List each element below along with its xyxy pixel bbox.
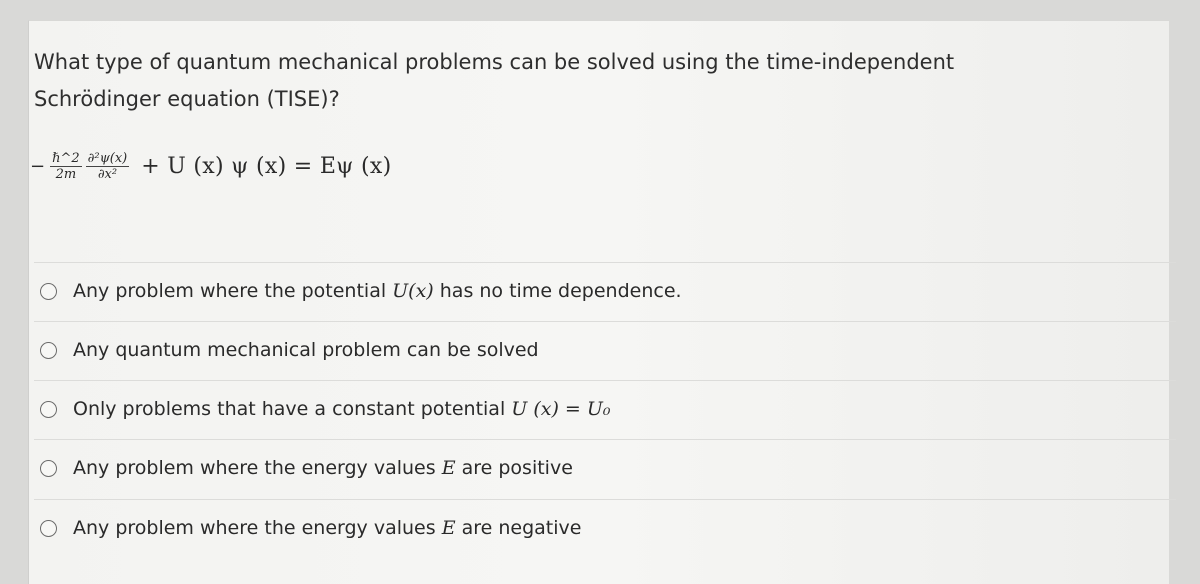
option-1[interactable] bbox=[40, 271, 682, 311]
option-3-text-a: Only problems that have a constant potential bbox=[73, 398, 512, 420]
equation-fraction-1 bbox=[50, 151, 82, 182]
divider bbox=[34, 499, 1176, 500]
question-line-2: Schrödinger equation (TISE)? bbox=[34, 87, 340, 111]
divider bbox=[34, 439, 1176, 440]
fraction-1-denominator: 2m bbox=[55, 166, 77, 182]
option-2-label bbox=[73, 339, 539, 361]
option-5-label bbox=[73, 517, 581, 539]
question-text bbox=[34, 44, 1074, 118]
option-3-math: U (x) = U₀ bbox=[511, 398, 611, 420]
option-3[interactable] bbox=[40, 389, 611, 429]
tise-equation bbox=[30, 136, 392, 196]
option-1-text-b: has no time dependence. bbox=[433, 280, 682, 302]
radio-button-4[interactable] bbox=[40, 460, 57, 477]
option-1-label bbox=[73, 280, 682, 302]
divider bbox=[34, 380, 1176, 381]
option-2[interactable] bbox=[40, 330, 539, 370]
equation-fraction-2 bbox=[86, 151, 130, 182]
option-1-math: U(x) bbox=[392, 280, 434, 302]
radio-button-1[interactable] bbox=[40, 283, 57, 300]
fraction-2-numerator: ∂²ψ(x) bbox=[87, 150, 128, 166]
divider bbox=[34, 321, 1176, 322]
option-5[interactable] bbox=[40, 508, 581, 548]
radio-button-2[interactable] bbox=[40, 342, 57, 359]
fraction-1-numerator: ℏ^2 bbox=[52, 150, 80, 166]
equation-rest: + U (x) ψ (x) = Eψ (x) bbox=[141, 153, 392, 179]
option-5-math: E bbox=[441, 517, 456, 539]
divider bbox=[34, 262, 1176, 263]
option-4-text-b: are positive bbox=[455, 457, 573, 479]
option-3-label bbox=[73, 398, 611, 420]
option-5-text-b: are negative bbox=[455, 517, 582, 539]
option-2-text-a: Any quantum mechanical problem can be solved bbox=[73, 339, 539, 361]
option-4[interactable] bbox=[40, 448, 573, 488]
equation-minus: − bbox=[30, 155, 46, 177]
radio-button-5[interactable] bbox=[40, 520, 57, 537]
option-4-label bbox=[73, 457, 573, 479]
question-line-1: What type of quantum mechanical problems can be solved using the time-independent bbox=[34, 50, 955, 74]
option-4-text-a: Any problem where the energy values bbox=[73, 457, 442, 479]
radio-button-3[interactable] bbox=[40, 401, 57, 418]
fraction-2-denominator: ∂x² bbox=[97, 166, 118, 182]
option-5-text-a: Any problem where the energy values bbox=[73, 517, 442, 539]
option-1-text-a: Any problem where the potential bbox=[73, 280, 393, 302]
option-4-math: E bbox=[441, 457, 456, 479]
